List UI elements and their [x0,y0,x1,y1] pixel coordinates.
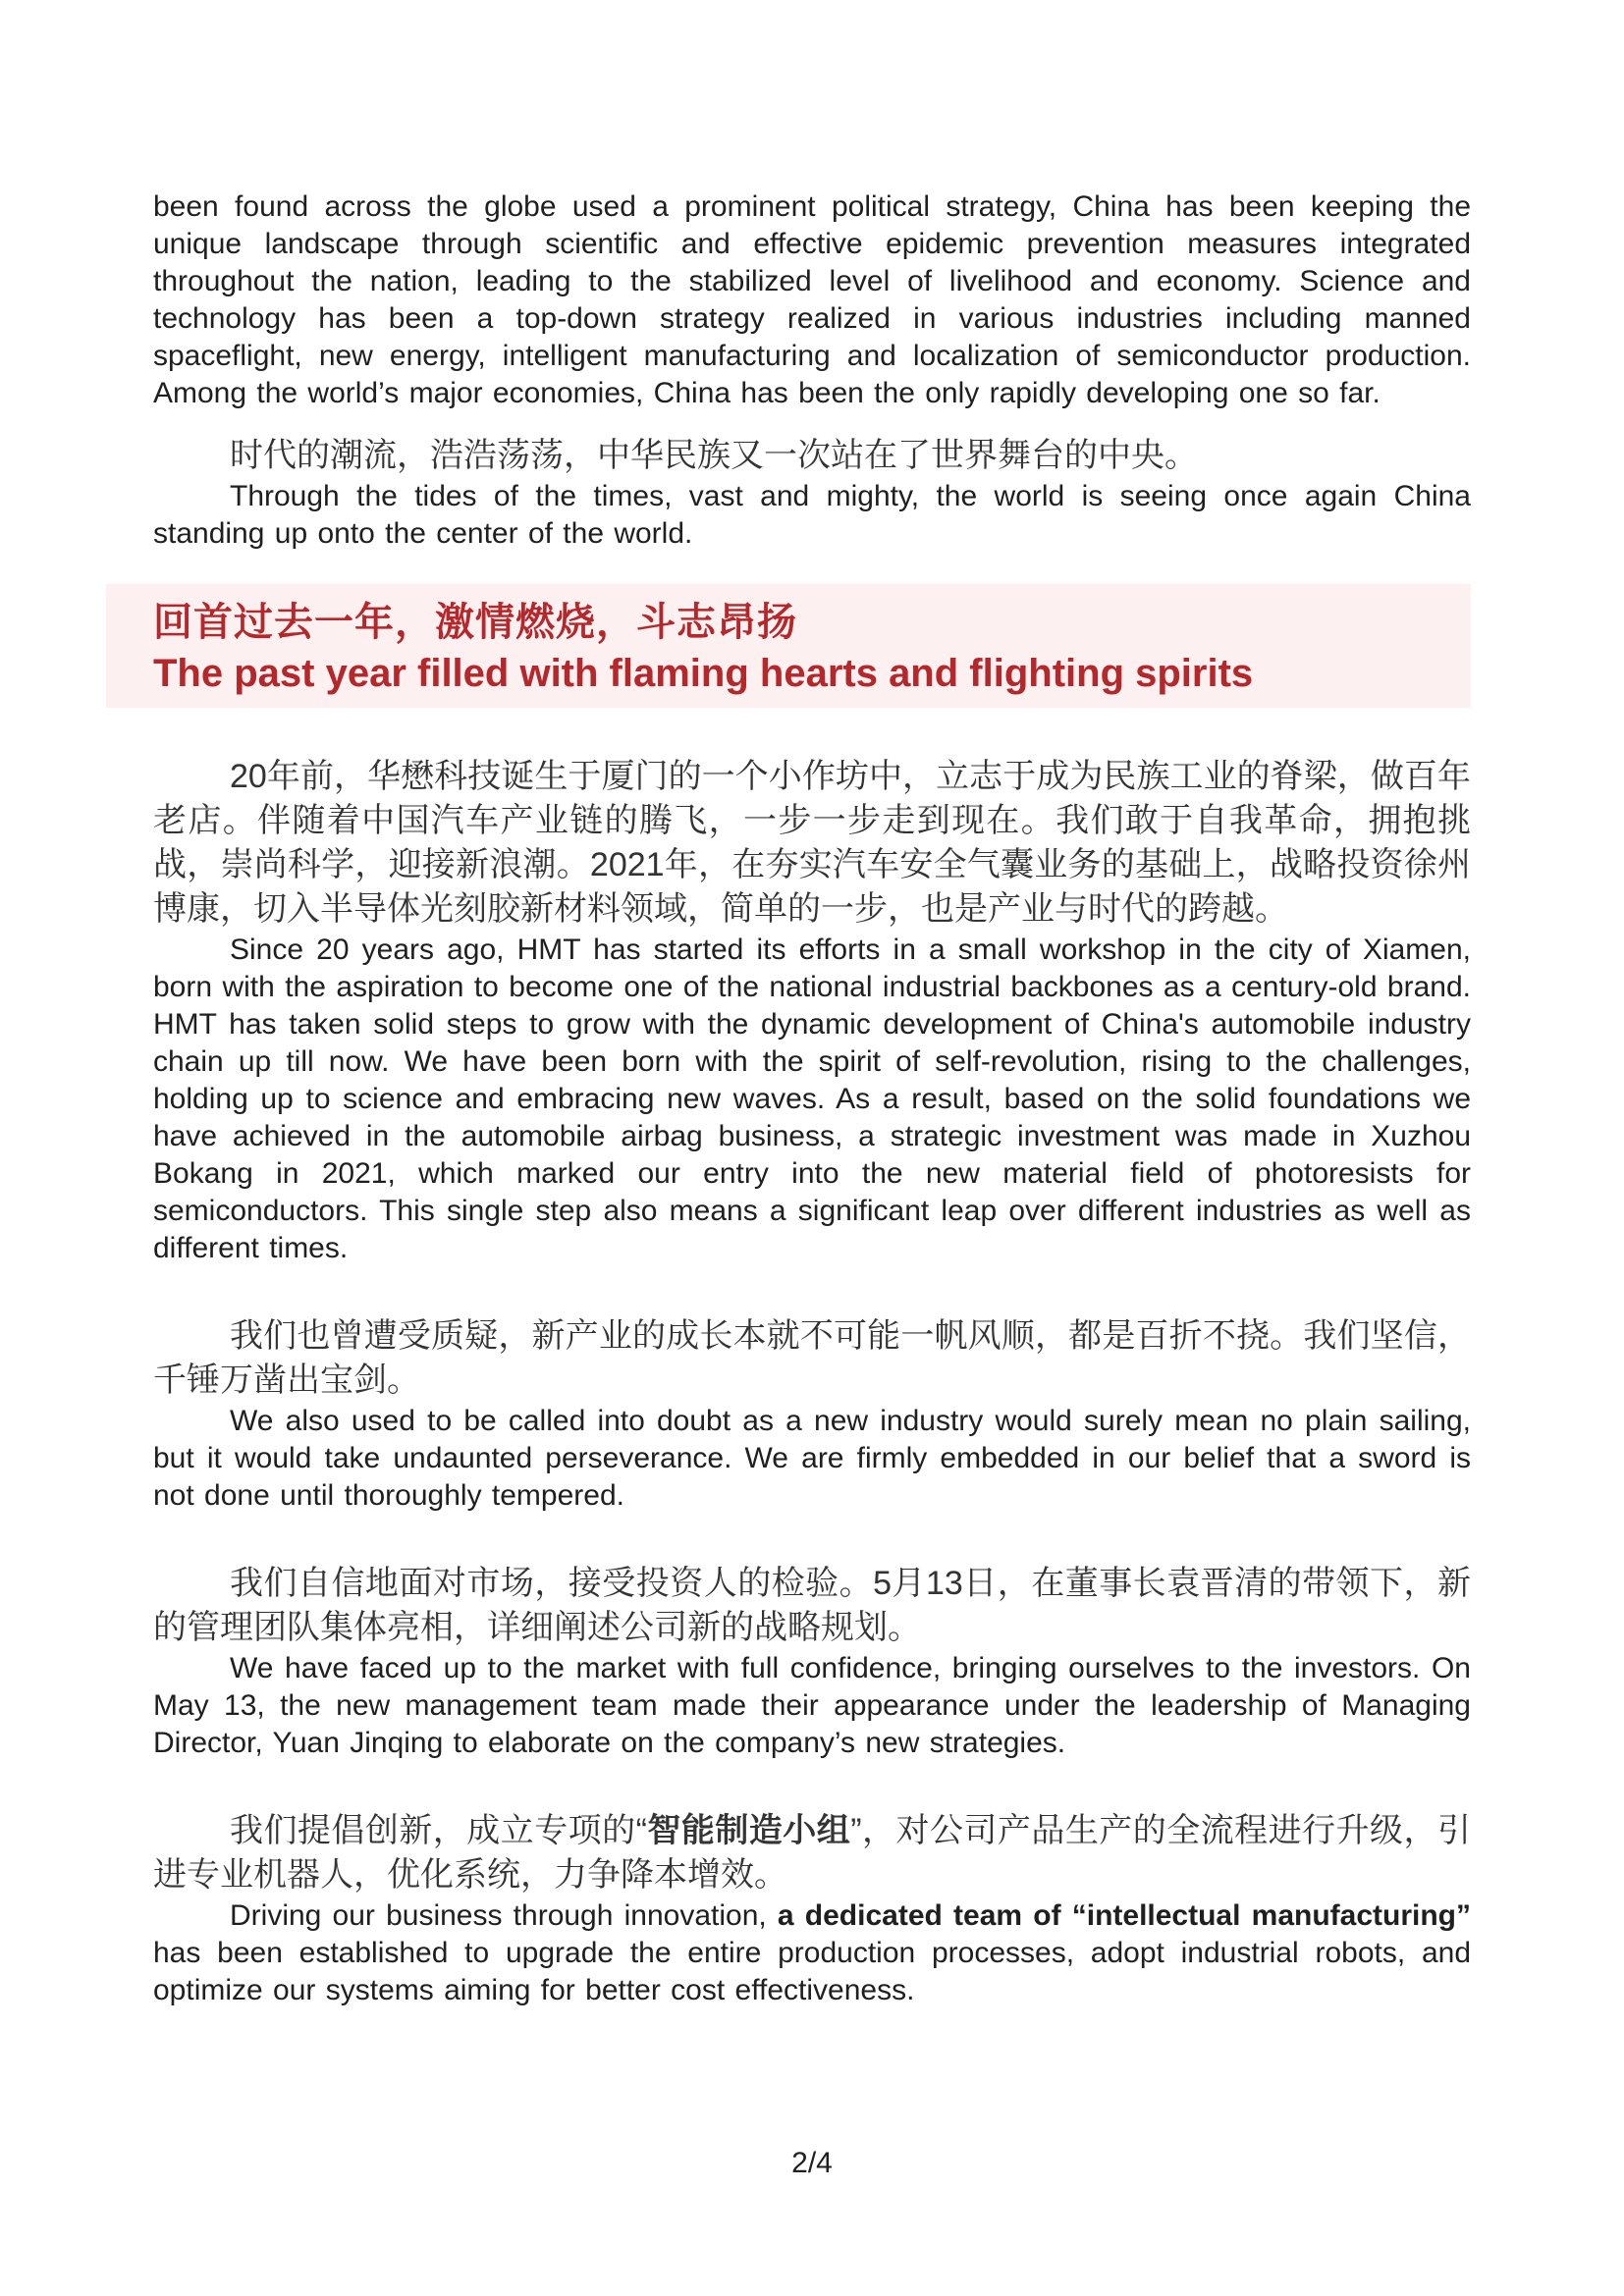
innovation-zh-prefix: 我们提倡创新，成立专项的“ [230,1812,647,1849]
paragraph-epidemic-continuation-en: been found across the globe used a prominent political strategy, China has been keeping the unique landscape through scientific and effective epidemic prevention measures integrated throughout the nation, leading to the stabilized level of livelihood and economy. Science and technology has been a top-down strategy realized in various industries including manned spaceflight, new energy, intelligent manufacturing and localization of semiconductor production. Among the world’s major economies, China has been the only rapidly developing one so far. [153,190,1471,409]
section-heading-en: The past year filled with flaming hearts and flighting spirits [153,652,1254,695]
paragraph-innovation-en [153,1897,1471,2009]
page-number: 2/4 [791,2147,833,2179]
innovation-en-bold-term: a dedicated team of “intellectual manufacturing” [777,1899,1471,1932]
paragraph-market-zh: 我们自信地面对市场，接受投资人的检验。5月13日，在董事长袁晋清的带领下，新的管理团队集体亮相，详细阐述公司新的战略规划。 [153,1565,1471,1646]
paragraph-doubt-zh: 我们也曾遭受质疑，新产业的成长本就不可能一帆风顺，都是百折不挠。我们坚信，千锤万凿出宝剑。 [153,1317,1471,1399]
innovation-zh-bold-term: 智能制造小组 [646,1812,851,1849]
innovation-en-suffix: has been established to upgrade the entire production processes, adopt industrial robots, and optimize our systems aiming for better cost effectiveness. [153,1937,1471,2006]
paragraph-doubt-en: We also used to be called into doubt as a new industry would surely mean no plain sailing, but it would take undaunted perseverance. We are firmly embedded in our belief that a sword is not done until thoroughly tempered. [153,1405,1471,1512]
paragraph-tides-en: Through the tides of the times, vast and mighty, the world is seeing once again China standing up onto the center of the world. [153,480,1471,550]
paragraph-history-en: Since 20 years ago, HMT has started its efforts in a small workshop in the city of Xiamen, born with the aspiration to become one of the national industrial backbones as a century-old brand. HMT has taken solid steps to grow with the dynamic development of China's automobile industry chain up till now. We have been born with the spirit of self-revolution, rising to the challenges, holding up to science and embracing new waves. As a result, based on the solid foundations we have achieved in the automobile airbag business, a strategic investment was made in Xuzhou Bokang in 2021, which marked our entry into the new material field of photoresists for semiconductors. This single step also means a significant leap over different industries as well as different times. [153,934,1471,1264]
section-heading-band [106,584,1471,708]
paragraph-history-zh: 20年前，华懋科技诞生于厦门的一个小作坊中，立志于成为民族工业的脊梁，做百年老店。伴随着中国汽车产业链的腾飞，一步一步走到现在。我们敢于自我革命，拥抱挑战，崇尚科学，迎接新浪潮。2021年，在夯实汽车安全气囊业务的基础上，战略投资徐州博康，切入半导体光刻胶新材料领域，简单的一步，也是产业与时代的跨越。 [153,758,1471,928]
innovation-en-prefix: Driving our business through innovation, [230,1899,778,1932]
paragraph-innovation-zh [153,1809,1471,1897]
paragraph-tides-zh: 时代的潮流，浩浩荡荡，中华民族又一次站在了世界舞台的中央。 [230,437,1198,474]
innovation-zh-suffix: ”，对公司产品生产的全流程进行升级，引进专业机器人，优化系统，力争降本增效。 [153,1812,1471,1894]
section-heading-zh: 回首过去一年，激情燃烧，斗志昂扬 [153,601,797,644]
paragraph-market-en: We have faced up to the market with full confidence, bringing ourselves to the investors. On May 13, the new management team made their appearance under the leadership of Managing Director, Yuan Jinqing to elaborate on the company’s new strategies. [153,1652,1471,1759]
